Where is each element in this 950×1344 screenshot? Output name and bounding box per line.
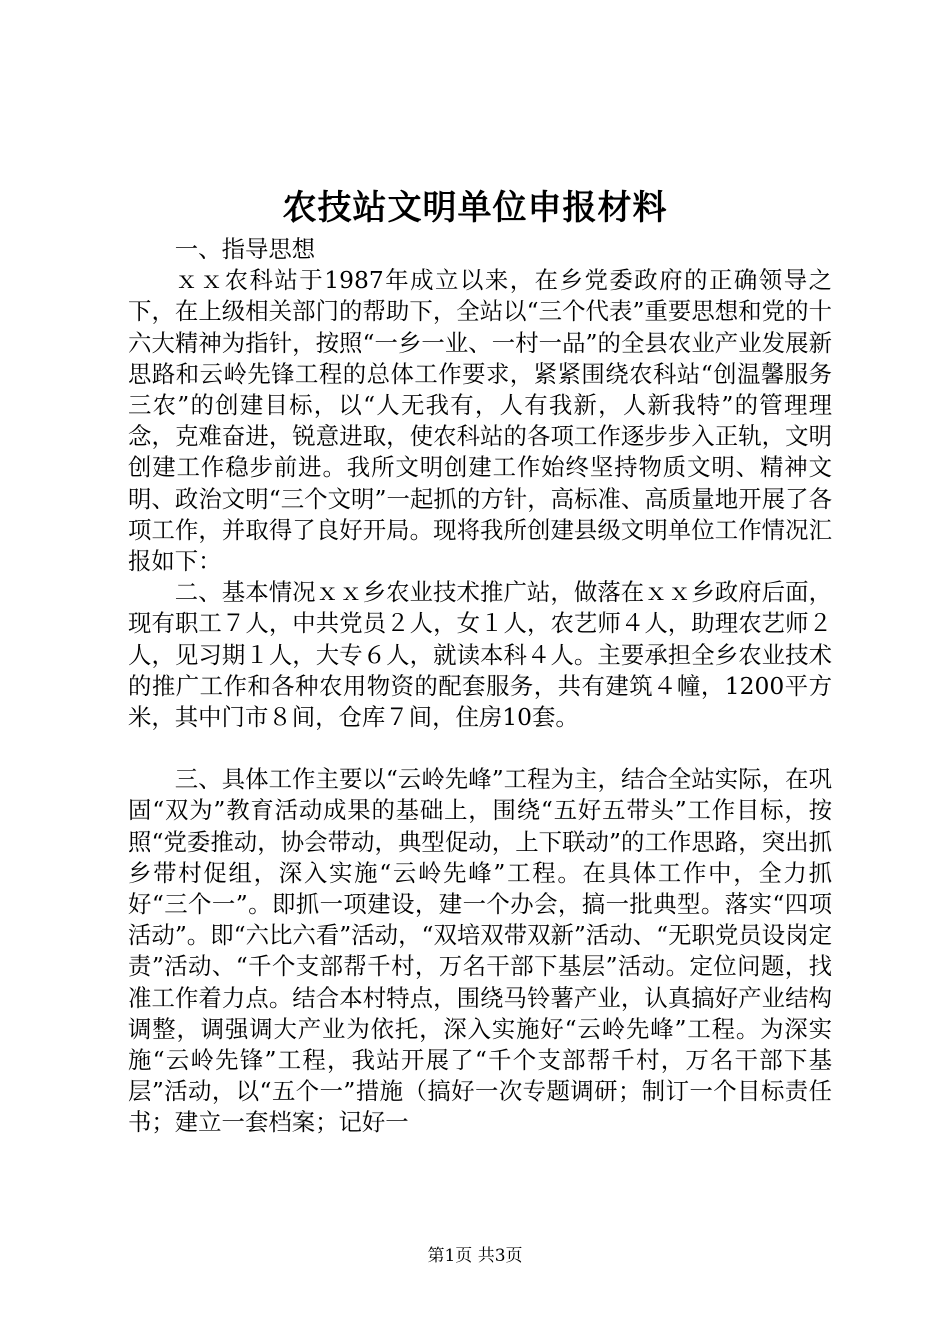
paragraph-basic-situation: 二、基本情况ｘｘ乡农业技术推广站，做落在ｘｘ乡政府后面，现有职工７人，中共党员２人，女１人，农艺师４人，助理农艺师２人，见习期１人，大专６人，就读本科４人。主要承担全乡农业技术的推广工作和各种农用物资的配套服务，共有建筑４幢，1200平方米，其中门市８间，仓库７间，住房10套。 <box>128 578 832 732</box>
page-footer: 第1页 共3页 <box>427 1246 523 1266</box>
paragraph-specific-work: 三、具体工作主要以“云岭先峰”工程为主，结合全站实际，在巩固“双为”教育活动成果的基础上，围绕“五好五带头”工作目标，按照“党委推动，协会带动，典型促动，上下联动”的工作思路，突出抓乡带村促组，深入实施“云岭先峰”工程。在具体工作中，全力抓好“三个一”。即抓一项建设，建一个办会，搞一批典型。落实“四项活动”。即“六比六看”活动，“双培双带双新”活动、“无职党员设岗定责”活动、“千个支部帮千村，万名干部下基层”活动。定位问题，找准工作着力点。结合本村特点，围绕马铃薯产业，认真搞好产业结构调整，调强调大产业为依托，深入实施好“云岭先峰”工程。为深实施“云岭先锋”工程，我站开展了“千个支部帮千村，万名干部下基层”活动，以“五个一”措施（搞好一次专题调研；制订一个目标责任书；建立一套档案；记好一 <box>128 765 832 1137</box>
section-heading-guiding-ideology: 一、指导思想 <box>174 235 316 263</box>
document-title: 农技站文明单位申报材料 <box>282 188 668 228</box>
document-body <box>128 234 832 1139</box>
paragraph-intro: ｘｘ农科站于1987年成立以来，在乡党委政府的正确领导之下，在上级相关部门的帮助下，全站以“三个代表”重要思想和党的十六大精神为指针，按照“一乡一业、一村一品”的全县农业产业发展新思路和云岭先锋工程的总体工作要求，紧紧围绕农科站“创温馨服务三农”的创建目标，以“人无我有，人有我新，人新我特”的管理理念，克难奋进，锐意进取，使农科站的各项工作逐步步入正轨，文明创建工作稳步前进。我所文明创建工作始终坚持物质文明、精神文明、政治文明“三个文明”一起抓的方针，高标准、高质量地开展了各项工作，并取得了良好开局。现将我所创建县级文明单位工作情况汇报如下： <box>128 266 832 576</box>
